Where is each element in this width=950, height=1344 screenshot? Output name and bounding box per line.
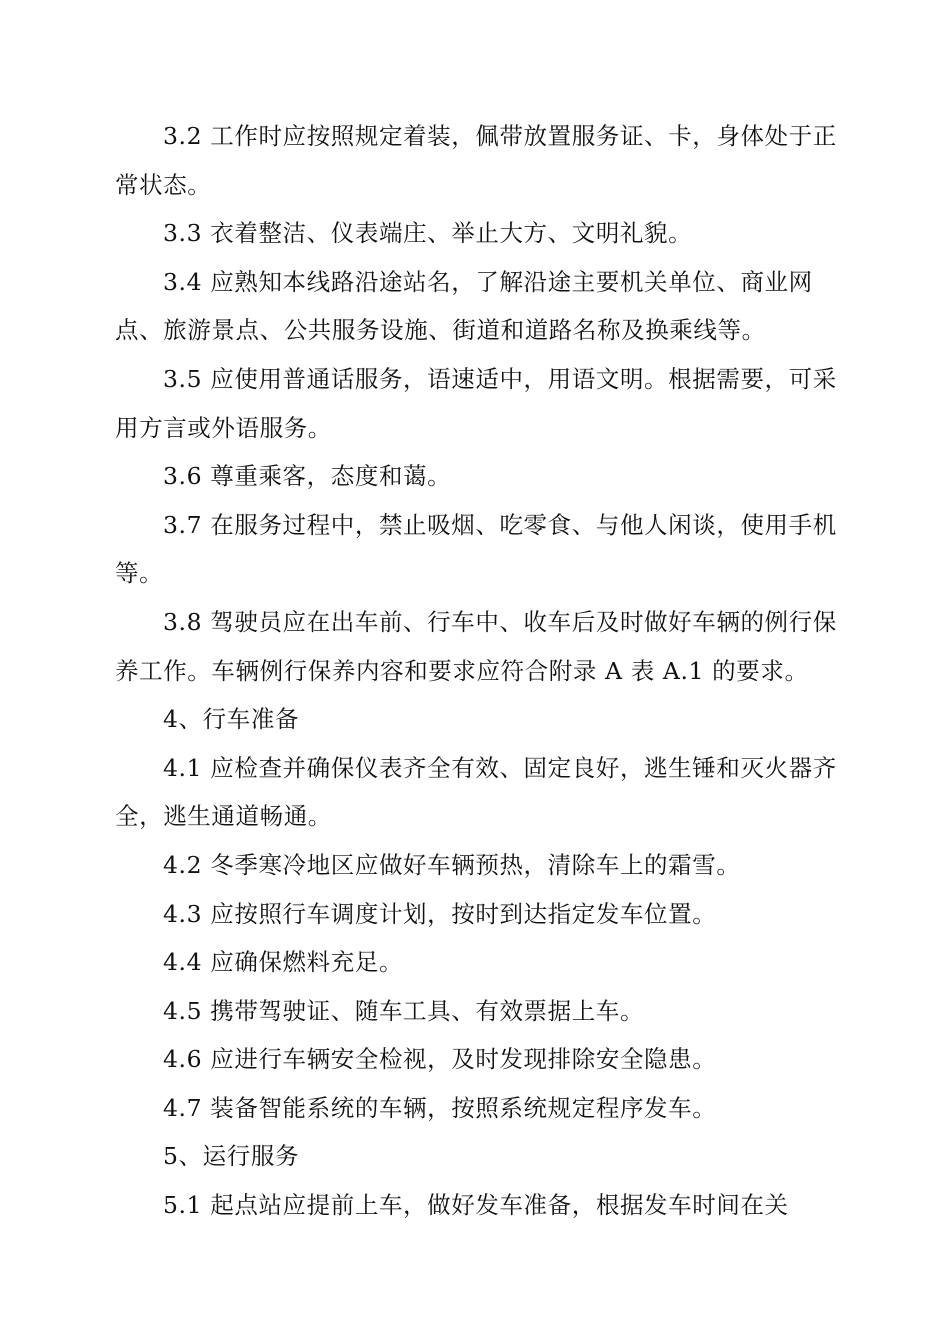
paragraph-5-1: 5.1 起点站应提前上车，做好发车准备，根据发车时间在关 <box>163 1191 789 1220</box>
paragraph-4-6: 4.6 应进行车辆安全检视，及时发现排除安全隐患。 <box>163 1045 717 1074</box>
paragraph-4-1: 4.1 应检查并确保仪表齐全有效、固定良好，逃生锤和灭火器齐全，逃生通道畅通。 <box>115 753 837 831</box>
paragraph-3-3: 3.3 衣着整洁、仪表端庄、举止大方、文明礼貌。 <box>163 219 693 248</box>
paragraph-4-4: 4.4 应确保燃料充足。 <box>163 948 404 977</box>
paragraph-4-2: 4.2 冬季寒冷地区应做好车辆预热，清除车上的霜雪。 <box>163 850 741 879</box>
paragraph-4-7: 4.7 装备智能系统的车辆，按照系统规定程序发车。 <box>163 1093 717 1122</box>
paragraph-3-5: 3.5 应使用普通话服务，语速适中，用语文明。根据需要，可采用方言或外语服务。 <box>115 364 837 442</box>
section-heading-4: 4、行车准备 <box>163 705 300 734</box>
document-body <box>115 112 840 1230</box>
paragraph-3-2: 3.2 工作时应按照规定着装，佩带放置服务证、卡，身体处于正常状态。 <box>115 122 837 199</box>
paragraph-4-5: 4.5 携带驾驶证、随车工具、有效票据上车。 <box>163 996 645 1025</box>
paragraph-3-7: 3.7 在服务过程中，禁止吸烟、吃零食、与他人闲谈，使用手机等。 <box>115 510 837 588</box>
section-heading-5: 5、运行服务 <box>163 1142 300 1171</box>
paragraph-3-4: 3.4 应熟知本线路沿途站名，了解沿途主要机关单位、商业网点、旅游景点、公共服务设施、街道和道路名称及换乘线等。 <box>115 267 813 345</box>
paragraph-4-3: 4.3 应按照行车调度计划，按时到达指定发车位置。 <box>163 899 717 928</box>
paragraph-3-8: 3.8 驾驶员应在出车前、行车中、收车后及时做好车辆的例行保养工作。车辆例行保养内容和要求应符合附录 A 表 A.1 的要求。 <box>115 607 837 685</box>
paragraph-3-6: 3.6 尊重乘客，态度和蔼。 <box>163 462 452 491</box>
